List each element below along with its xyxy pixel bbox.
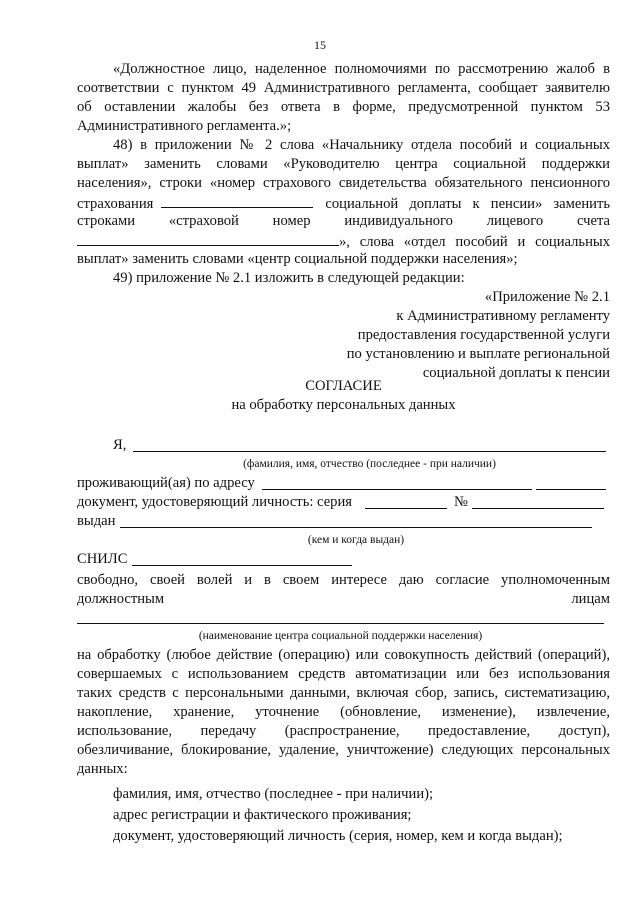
processing-line-2: совершаемых с использованием средств автоматизации или без использования [77,666,610,682]
line9-word: строками [77,213,136,229]
body-line-1: «Должностное лицо, наделенное полномочиями по рассмотрению жалоб в [113,61,610,77]
body-line-8 [77,193,610,214]
officials-line [77,590,610,609]
processing-line-4: накопление, хранение, уточнение (обновление, изменение), извлечение, [77,704,610,720]
processing-line-7: данных: [77,761,128,777]
issued-label: выдан [77,513,116,529]
body-line-6: выплат» заменить словами «Руководителю центра социальной поддержки [77,156,610,172]
line9-word: «страховой [168,213,239,229]
fio-hint: (фамилия, имя, отчество (последнее - при наличии) [243,458,496,470]
body-line-4: Административного регламента.»; [77,118,292,134]
body-line-11: выплат» заменить словами «центр социальной поддержки населения»; [77,251,518,267]
data-item-1: фамилия, имя, отчество (последнее - при наличии); [113,786,434,802]
body-line-12: 49) приложение № 2.1 изложить в следующей редакции: [113,270,465,286]
line9-word: счета [576,213,610,229]
insurance-number-blank[interactable] [161,193,313,208]
snils-field[interactable] [132,565,352,566]
number-field[interactable] [472,508,604,509]
appendix-line-4: по установлению и выплате региональной [346,346,610,362]
center-name-field[interactable] [77,623,604,624]
address-field-2[interactable] [536,489,606,490]
document-label: документ, удостоверяющий личность: серия [77,494,353,510]
address-label: проживающий(ая) по адресу [77,475,255,491]
issued-hint: (кем и когда выдан) [307,534,405,546]
line8-end: социальной доплаты к пенсии» заменить [325,196,610,212]
line9-word: номер [272,213,311,229]
officials-right: лицам [571,591,610,607]
body-line-9 [77,212,610,231]
data-item-2: адрес регистрации и фактического проживания; [113,807,412,823]
data-item-3: документ, удостоверяющий личность (серия, номер, кем и когда выдан); [113,828,563,844]
body-line-5: 48) в приложении № 2 слова «Начальнику отдела пособий и социальных [113,137,610,153]
line8-start: страхования [77,196,154,212]
body-line-3: об оставлении жалобы без ответа в форме, предусмотренной пунктом 53 [77,99,610,115]
appendix-line-2: к Административному регламенту [396,308,610,324]
snils-label: СНИЛС [77,551,128,567]
officials-left: должностным [77,591,165,607]
processing-line-6: обезличивание, блокирование, удаление, уничтожение) следующих персональных [77,742,610,758]
fio-field[interactable] [133,451,606,452]
processing-line-1: на обработку (любое действие (операцию) или совокупность действий (операций), [77,647,610,663]
body-line-7: населения», строки «номер страхового свидетельства обязательного пенсионного [77,175,610,191]
line9-word: индивидуального [344,213,453,229]
consent-line: свободно, своей волей и в своем интересе даю согласие уполномоченным [77,572,610,588]
page-number: 15 [314,38,326,52]
series-field[interactable] [365,508,447,509]
line10-end: », слова «отдел пособий и социальных [339,234,610,250]
address-field[interactable] [262,489,532,490]
issued-field[interactable] [120,527,592,528]
appendix-line-1: «Приложение № 2.1 [484,289,610,305]
form-title: СОГЛАСИЕ [305,378,382,394]
appendix-line-3: предоставления государственной услуги [357,327,610,343]
number-sign: № [454,494,468,510]
processing-line-5: использование, передачу (распространение, предоставление, доступ), [77,723,610,739]
account-number-blank[interactable] [77,231,339,246]
body-line-2: соответствии с пунктом 49 Административного регламента, сообщает заявителю [77,80,610,96]
processing-line-3: таких средств с персональными данными, включая сбор, запись, систематизацию, [77,685,610,701]
line9-word: лицевого [486,213,544,229]
i-label: Я, [113,437,127,453]
appendix-line-5: социальной доплаты к пенсии [422,365,610,381]
center-name-hint: (наименование центра социальной поддержки населения) [198,630,483,642]
body-line-10 [77,231,610,252]
form-subtitle: на обработку персональных данных [231,397,456,413]
